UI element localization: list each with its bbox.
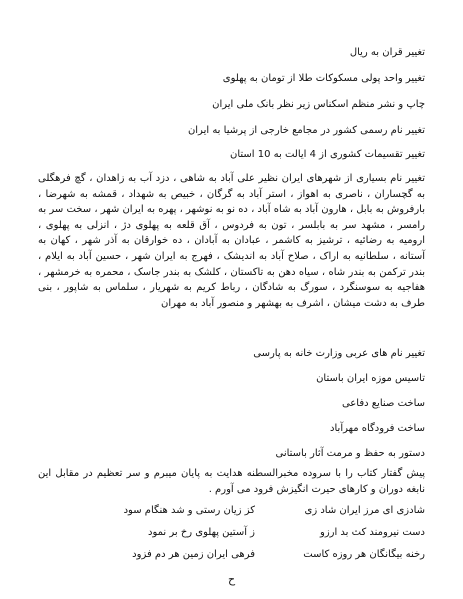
- list-item-provinces: تغییر تقسیمات کشوری از 4 ایالت به 10 استان: [229, 149, 425, 160]
- poem-couplet: [100, 526, 425, 540]
- list-item-coinage: تغییر واحد پولی مسکوکات طلا از تومان به پهلوی: [222, 73, 425, 84]
- poem-hemistich: فرهی ایران زمین هر دم فزود: [132, 549, 255, 560]
- list-item-banknotes: چاپ و نشر منظم اسکناس زیر نظر بانک ملی ایران: [212, 99, 425, 110]
- list-item-currency: تغییر قران به ریال: [349, 47, 425, 58]
- poem-hemistich: دست نیرومند کث بد ارزو: [319, 527, 425, 538]
- poem-couplet: [100, 548, 425, 562]
- list-item-defense: ساخت صنایع دفاعی: [341, 398, 425, 409]
- poem-hemistich: شادزی ای مرز ایران شاد زی: [304, 505, 425, 516]
- list-item-ministries: تغییر نام های عربی وزارت خانه به پارسی: [253, 348, 425, 359]
- poem-hemistich: کز زیان رستی و شد هنگام سود: [123, 505, 255, 516]
- closing-paragraph: پیش گفتار کتاب را با سروده مخبرالسطنه هدایت به پایان میبرم و سر تعظیم در مقابل این نابغه دوران و کارهای حیرت انگیزش فرود می آورم .: [38, 468, 425, 495]
- list-item-airport: ساخت فرودگاه مهرآباد: [330, 423, 425, 434]
- poem-hemistich: رخنه بیگانگان هر روزه کاست: [303, 549, 425, 560]
- city-renaming-paragraph: تغییر نام بسیاری از شهرهای ایران نظیر علی آباد به شاهی ، دزد آب به زاهدان ، گچ فرهگلی به گچساران ، ناصری به اهواز ، استر آباد به گرگان ، خبیص به شهداد ، قمشه به شهرضا ، بارفروش به بابل ، هارون آباد به شاه آباد ، ده نو به نوشهر ، پهره به ایران شهر ، سخت سر به رامسر ، مشهد سر به بابلسر ، تون به فردوس ، آق قلعه به پهلوی دژ ، انزلی به پهلوی ، ارومیه به رضائیه ، ترشیز به کاشمر ، عبادان به آبادان ، ده خوارقان به آذر شهر ، کهان به آستانه ، سلطانیه به اراک ، صلاح آباد به اندیشک ، فهرج به ایران شهر ، حسین آباد به ایلام ، بندر ترکمن به بندر شاه ، سیاه دهن به تاکستان ، کلشک به بندر جاسک ، محمره به خرمشهر ، هفاجیه به سوسنگرد ، سورگ به شادگان ، رباط کریم به شهریار ، سلماس به شاپور ، بنی طرف به دشت میشان ، اشرف به بهشهر و منصور آباد به مهران: [38, 173, 425, 309]
- poem-hemistich: ز آستین پهلوی رخ بر نمود: [148, 527, 255, 538]
- list-item-monuments: دستور به حفظ و مرمت آثار باستانی: [275, 448, 425, 459]
- poem-couplet: [100, 504, 425, 518]
- page-number: ح: [227, 573, 236, 586]
- list-item-museum: تاسیس موزه ایران باستان: [316, 373, 425, 384]
- list-item-country-name: تغییر نام رسمی کشور در مجامع خارجی از پرشیا به ایران: [187, 125, 425, 136]
